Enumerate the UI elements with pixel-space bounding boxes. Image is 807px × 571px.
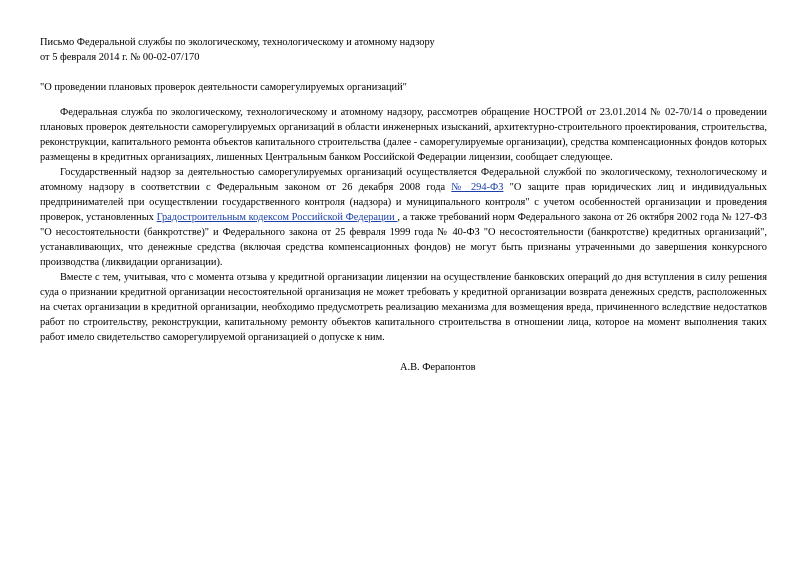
paragraph-2-text-2: "О защите прав юридических лиц и индивидуальных предпринимателей при осуществлении государственного контроля (надзора) и муниципального контроля" с учетом особенностей организации и проведения проверок, установленных [40,182,767,223]
document-header-line-1: Письмо Федеральной службы по экологическому, технологическому и атомному надзору [40,37,435,48]
paragraph-2 [40,165,767,270]
paragraph-1: Федеральная служба по экологическому, технологическому и атомному надзору, рассмотрев обращение НОСТРОЙ от 23.01.2014 № 02-70/14 о проведении плановых проверок деятельности саморегулируемых организаций в области инженерных изысканий, архитектурно-строительного проектирования, строительства, реконструкции, капитального ремонта объектов капитального строительства (далее - саморегулируемые организации), средства компенсационных фондов которых размещены в кредитных организациях, лишенных Центральным банком Российской Федерации лицензии, сообщает следующее. [40,107,767,163]
document-title: "О проведении плановых проверок деятельности саморегулируемых организаций" [40,82,407,93]
document-page [40,35,767,375]
paragraph-2-text-3: , а также требований норм Федерального закона от 26 октября 2002 года № 127-ФЗ "О несостоятельности (банкротстве)" и Федерального закона от 25 февраля 1999 года № 40-ФЗ "О несостоятельности (банкротстве) кредитных организаций", устанавливающих, что денежные средства (включая средства компенсационных фондов) не могут быть признаны утраченными до завершения конкурсного производства (ликвидации организации). [40,212,767,268]
signature: А.В. Ферапонтов [400,362,476,373]
paragraph-3: Вместе с тем, учитывая, что с момента отзыва у кредитной организации лицензии на осуществление банковских операций до дня вступления в силу решения суда о признании кредитной организации несостоятельной организация не может требовать у кредитной организации возврата денежных средств, расположенных на счетах организации в кредитной организации, необходимо предусмотреть реализацию механизма для возмещения вреда, причиненного вследствие недостатков работ по строительству, реконструкции, капитальному ремонту объектов капитального строительства в отношении лица, которое на момент выполнения таких работ имело свидетельство саморегулируемой организацией о допуске к ним. [40,272,767,343]
paragraph-2-text-1: Государственный надзор за деятельностью саморегулируемых организаций осуществляется Федеральной службой по экологическому, технологическому и атомному надзору в соответствии с Федеральным законом от 26 декабря 2008 года [40,167,767,193]
urban-planning-code-link[interactable]: Градостроительным кодексом Российской Федерации [156,212,398,223]
law-294-fz-link[interactable]: № 294-ФЗ [451,182,504,193]
document-header-line-2: от 5 февраля 2014 г. № 00-02-07/170 [40,52,200,63]
